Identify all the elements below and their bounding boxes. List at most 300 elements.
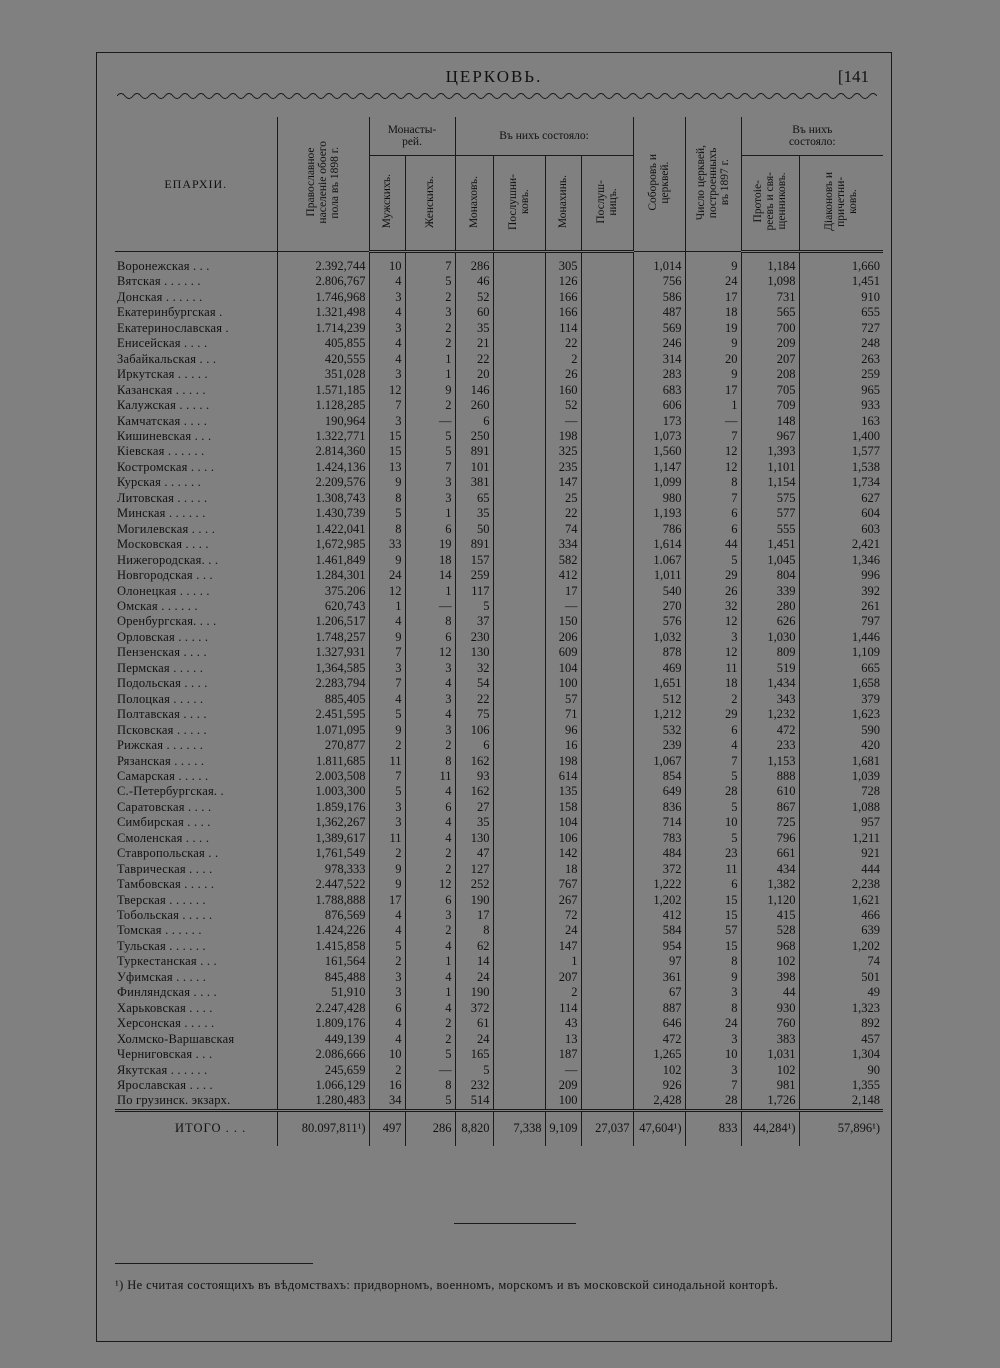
page-number: [141	[837, 67, 869, 86]
cell-eparchy-name: По грузинск. экзарх.	[117, 1093, 231, 1108]
cell-female: 1	[405, 954, 455, 969]
cell-novices-f	[581, 1016, 633, 1031]
cell-priests: 434	[741, 862, 799, 877]
cell-built: 12	[685, 614, 741, 629]
cell-built: 10	[685, 1047, 741, 1062]
cell-churches: 361	[633, 970, 685, 985]
cell-female: 5	[405, 274, 455, 289]
table-row	[115, 862, 883, 877]
cell-monks: 27	[455, 800, 493, 815]
cell-population: 1.322,771	[277, 429, 369, 444]
cell-novices-f	[581, 336, 633, 351]
cell-churches: 1,614	[633, 537, 685, 552]
cell-eparchy-name: Рязанская . . . . .	[117, 753, 205, 768]
cell-female: 7	[405, 252, 455, 275]
cell-novices-f	[581, 877, 633, 892]
cell-churches: 584	[633, 923, 685, 938]
table-row	[115, 614, 883, 629]
cell-population: 2.086,666	[277, 1047, 369, 1062]
cell-novices-m	[493, 985, 545, 1000]
cell-monks: 24	[455, 970, 493, 985]
cell-built: 11	[685, 862, 741, 877]
cell-population: 1.280,483	[277, 1093, 369, 1110]
cell-novices-f	[581, 908, 633, 923]
cell-male: 2	[369, 738, 405, 753]
cell-novices-m	[493, 908, 545, 923]
cell-nuns: 126	[545, 274, 581, 289]
cell-female: 9	[405, 383, 455, 398]
cell-deacons: 892	[799, 1016, 883, 1031]
header-priests: Протоіе- реевъ и свя- щенниковъ.	[741, 156, 799, 252]
cell-monks: 46	[455, 274, 493, 289]
cell-novices-f	[581, 1047, 633, 1062]
cell-nuns: 147	[545, 939, 581, 954]
cell-novices-m	[493, 1093, 545, 1110]
cell-male: 3	[369, 367, 405, 382]
cell-female: 3	[405, 475, 455, 490]
table-row	[115, 522, 883, 537]
cell-monks: 93	[455, 769, 493, 784]
cell-churches: 540	[633, 584, 685, 599]
cell-population: 2.814,360	[277, 444, 369, 459]
cell-female: 6	[405, 630, 455, 645]
cell-male: 5	[369, 784, 405, 799]
cell-novices-m	[493, 831, 545, 846]
cell-churches: 1,147	[633, 460, 685, 475]
cell-priests: 760	[741, 1016, 799, 1031]
cell-built: 12	[685, 460, 741, 475]
cell-male: 9	[369, 630, 405, 645]
cell-churches: 487	[633, 305, 685, 320]
cell-monks: 130	[455, 831, 493, 846]
cell-churches: 1,014	[633, 252, 685, 275]
cell-novices-m	[493, 723, 545, 738]
cell-population: 1.422,041	[277, 522, 369, 537]
cell-built: 28	[685, 1093, 741, 1110]
cell-monks: 22	[455, 352, 493, 367]
cell-deacons: 444	[799, 862, 883, 877]
cell-priests: 1,184	[741, 252, 799, 275]
cell-built: 5	[685, 553, 741, 568]
cell-eparchy-name: Подольская . . . .	[117, 676, 208, 691]
cell-deacons: 1,734	[799, 475, 883, 490]
cell-eparchy-name: Якутская . . . . . .	[117, 1062, 208, 1077]
cell-eparchy-name: Смоленская . . . .	[117, 830, 210, 845]
cell-population: 1.284,301	[277, 568, 369, 583]
cell-nuns: 166	[545, 290, 581, 305]
cell-female: 1	[405, 352, 455, 367]
cell-monks: 8	[455, 923, 493, 938]
cell-nuns: 325	[545, 444, 581, 459]
cell-male: 13	[369, 460, 405, 475]
header-built: Число церквей, построенныхъ въ 1897 г.	[685, 117, 741, 252]
cell-eparchy-name: Омская . . . . . .	[117, 598, 198, 613]
cell-nuns: 235	[545, 460, 581, 475]
cell-monks: 20	[455, 367, 493, 382]
cell-eparchy-name: Вятская . . . . . .	[117, 274, 201, 289]
header-novices-m: Послушни- ковъ.	[493, 156, 545, 252]
cell-female: 3	[405, 305, 455, 320]
cell-male: 2	[369, 1063, 405, 1078]
cell-priests: 233	[741, 738, 799, 753]
cell-monks: 21	[455, 336, 493, 351]
cell-churches: 1,099	[633, 475, 685, 490]
cell-monks: 190	[455, 985, 493, 1000]
cell-novices-m	[493, 1078, 545, 1093]
cell-nuns: 74	[545, 522, 581, 537]
cell-built: 9	[685, 252, 741, 275]
table-header	[115, 117, 883, 252]
cell-female: 5	[405, 1047, 455, 1062]
cell-male: 3	[369, 985, 405, 1000]
cell-monks: 5	[455, 599, 493, 614]
total-deacons: 57,896¹)	[799, 1110, 883, 1146]
cell-churches: 102	[633, 1063, 685, 1078]
cell-monks: 106	[455, 723, 493, 738]
cell-churches: 683	[633, 383, 685, 398]
cell-deacons: 248	[799, 336, 883, 351]
cell-novices-f	[581, 846, 633, 861]
cell-novices-m	[493, 1016, 545, 1031]
cell-built: 3	[685, 1032, 741, 1047]
cell-deacons: 2,421	[799, 537, 883, 552]
cell-built: 4	[685, 738, 741, 753]
cell-churches: 954	[633, 939, 685, 954]
cell-priests: 968	[741, 939, 799, 954]
cell-priests: 1,434	[741, 676, 799, 691]
cell-churches: 649	[633, 784, 685, 799]
cell-churches: 1,202	[633, 893, 685, 908]
cell-novices-m	[493, 352, 545, 367]
cell-nuns: 26	[545, 367, 581, 382]
cell-churches: 980	[633, 491, 685, 506]
cell-novices-m	[493, 429, 545, 444]
cell-built: 15	[685, 908, 741, 923]
cell-priests: 1,031	[741, 1047, 799, 1062]
total-novices-f: 27,037	[581, 1110, 633, 1146]
header-female: Женскихъ.	[405, 156, 455, 252]
cell-male: 6	[369, 1001, 405, 1016]
cell-female: 3	[405, 661, 455, 676]
table-row	[115, 429, 883, 444]
table-row	[115, 908, 883, 923]
cell-built: 2	[685, 692, 741, 707]
cell-nuns: 104	[545, 661, 581, 676]
cell-nuns: 18	[545, 862, 581, 877]
cell-population: 51,910	[277, 985, 369, 1000]
cell-population: 2.392,744	[277, 252, 369, 275]
cell-monks: 32	[455, 661, 493, 676]
cell-nuns: 767	[545, 877, 581, 892]
cell-novices-m	[493, 707, 545, 722]
cell-priests: 575	[741, 491, 799, 506]
cell-novices-m	[493, 614, 545, 629]
cell-priests: 528	[741, 923, 799, 938]
cell-priests: 705	[741, 383, 799, 398]
cell-churches: 1,651	[633, 676, 685, 691]
cell-deacons: 1,446	[799, 630, 883, 645]
cell-population: 2.447,522	[277, 877, 369, 892]
cell-novices-m	[493, 584, 545, 599]
cell-nuns: 135	[545, 784, 581, 799]
cell-churches: 239	[633, 738, 685, 753]
cell-population: 245,659	[277, 1063, 369, 1078]
cell-deacons: 933	[799, 398, 883, 413]
table-row	[115, 414, 883, 429]
cell-novices-m	[493, 954, 545, 969]
cell-nuns: 96	[545, 723, 581, 738]
table-row	[115, 1093, 883, 1110]
cell-nuns: 609	[545, 645, 581, 660]
cell-nuns: 114	[545, 1001, 581, 1016]
cell-priests: 343	[741, 692, 799, 707]
cell-priests: 1,045	[741, 553, 799, 568]
cell-deacons: 655	[799, 305, 883, 320]
cell-novices-f	[581, 506, 633, 521]
cell-priests: 1,451	[741, 537, 799, 552]
cell-novices-f	[581, 769, 633, 784]
cell-male: 5	[369, 707, 405, 722]
cell-novices-f	[581, 676, 633, 691]
cell-nuns: 114	[545, 321, 581, 336]
cell-novices-f	[581, 352, 633, 367]
cell-deacons: 1,211	[799, 831, 883, 846]
cell-novices-f	[581, 630, 633, 645]
cell-population: 1.066,129	[277, 1078, 369, 1093]
cell-churches: 836	[633, 800, 685, 815]
cell-population: 1.788,888	[277, 893, 369, 908]
cell-novices-f	[581, 954, 633, 969]
page-title: ЦЕРКОВЬ.	[445, 67, 543, 86]
cell-monks: 232	[455, 1078, 493, 1093]
cell-male: 8	[369, 522, 405, 537]
cell-population: 405,855	[277, 336, 369, 351]
cell-priests: 208	[741, 367, 799, 382]
table-row	[115, 383, 883, 398]
cell-built: 8	[685, 1001, 741, 1016]
cell-female: 2	[405, 336, 455, 351]
cell-population: 1.206,517	[277, 614, 369, 629]
cell-churches: 512	[633, 692, 685, 707]
cell-built: 15	[685, 939, 741, 954]
cell-eparchy-name: Иркутская . . . . .	[117, 367, 208, 382]
cell-population: 1.746,968	[277, 290, 369, 305]
cell-population: 420,555	[277, 352, 369, 367]
table-row	[115, 1078, 883, 1093]
cell-nuns: 106	[545, 831, 581, 846]
cell-built: 28	[685, 784, 741, 799]
cell-novices-f	[581, 429, 633, 444]
cell-monks: 61	[455, 1016, 493, 1031]
cell-eparchy-name: Самарская . . . . .	[117, 768, 209, 783]
cell-nuns: 614	[545, 769, 581, 784]
cell-built: 29	[685, 707, 741, 722]
cell-novices-f	[581, 414, 633, 429]
cell-female: 3	[405, 491, 455, 506]
cell-built: 20	[685, 352, 741, 367]
cell-nuns: —	[545, 599, 581, 614]
cell-population: 1.811,685	[277, 754, 369, 769]
cell-eparchy-name: Полтавская . . . .	[117, 707, 207, 722]
table-row	[115, 985, 883, 1000]
cell-built: 7	[685, 429, 741, 444]
cell-novices-f	[581, 923, 633, 938]
cell-priests: 1,393	[741, 444, 799, 459]
cell-priests: 1,030	[741, 630, 799, 645]
cell-male: 3	[369, 290, 405, 305]
cell-novices-f	[581, 970, 633, 985]
cell-churches: 606	[633, 398, 685, 413]
cell-novices-f	[581, 1078, 633, 1093]
cell-built: 17	[685, 383, 741, 398]
cell-male: 4	[369, 336, 405, 351]
cell-deacons: 921	[799, 846, 883, 861]
cell-priests: 209	[741, 336, 799, 351]
cell-eparchy-name: Казанская . . . . .	[117, 382, 206, 397]
cell-population: 449,139	[277, 1032, 369, 1047]
cell-population: 1.327,931	[277, 645, 369, 660]
table-row	[115, 970, 883, 985]
cell-built: 15	[685, 893, 741, 908]
cell-priests: 1,101	[741, 460, 799, 475]
page-heading	[97, 67, 891, 91]
cell-female: 1	[405, 985, 455, 1000]
cell-eparchy-name: Нижегородская. . .	[117, 552, 219, 567]
cell-built: 12	[685, 444, 741, 459]
cell-nuns: 147	[545, 475, 581, 490]
header-consisted: Въ нихъ состояло:	[455, 117, 633, 156]
cell-novices-m	[493, 754, 545, 769]
cell-female: 2	[405, 290, 455, 305]
cell-eparchy-name: Минская . . . . . .	[117, 506, 206, 521]
cell-population: 620,743	[277, 599, 369, 614]
cell-novices-m	[493, 305, 545, 320]
cell-female: 4	[405, 1001, 455, 1016]
cell-nuns: 17	[545, 584, 581, 599]
cell-nuns: 16	[545, 738, 581, 753]
cell-nuns: 198	[545, 754, 581, 769]
cell-novices-m	[493, 336, 545, 351]
cell-nuns: 334	[545, 537, 581, 552]
cell-built: 6	[685, 522, 741, 537]
cell-female: 5	[405, 1093, 455, 1110]
cell-churches: 1,560	[633, 444, 685, 459]
decorative-wavy-rule	[117, 91, 877, 101]
cell-monks: 117	[455, 584, 493, 599]
table-row	[115, 692, 883, 707]
cell-male: 5	[369, 506, 405, 521]
cell-priests: 867	[741, 800, 799, 815]
cell-novices-m	[493, 769, 545, 784]
cell-churches: 484	[633, 846, 685, 861]
table-row	[115, 954, 883, 969]
cell-eparchy-name: Литовская . . . . .	[117, 490, 208, 505]
cell-deacons: 1,400	[799, 429, 883, 444]
header-eparchy: ЕПАРХІИ.	[115, 117, 277, 252]
cell-deacons: 1,109	[799, 645, 883, 660]
cell-novices-m	[493, 1063, 545, 1078]
cell-nuns: 25	[545, 491, 581, 506]
cell-male: 15	[369, 444, 405, 459]
cell-deacons: 2,238	[799, 877, 883, 892]
separator-rule	[454, 1223, 576, 1224]
cell-built: 7	[685, 1078, 741, 1093]
cell-nuns: 22	[545, 506, 581, 521]
cell-built: 8	[685, 954, 741, 969]
cell-male: 11	[369, 831, 405, 846]
cell-churches: 67	[633, 985, 685, 1000]
cell-novices-f	[581, 252, 633, 275]
statistics-table	[115, 117, 883, 1146]
cell-population: 1.424,136	[277, 460, 369, 475]
cell-population: 1,761,549	[277, 846, 369, 861]
footnote: ¹) Не считая состоящихъ въ вѣдомствахъ: придворномъ, военномъ, морскомъ и въ московской синодальной конторѣ.	[115, 1278, 779, 1292]
cell-deacons: 604	[799, 506, 883, 521]
cell-eparchy-name: Калужская . . . . .	[117, 398, 210, 413]
cell-priests: 415	[741, 908, 799, 923]
table-footer	[115, 1110, 883, 1146]
cell-eparchy-name: Туркестанская . . .	[117, 954, 217, 969]
cell-monks: 260	[455, 398, 493, 413]
cell-built: 23	[685, 846, 741, 861]
cell-novices-m	[493, 661, 545, 676]
cell-churches: 926	[633, 1078, 685, 1093]
cell-monks: 230	[455, 630, 493, 645]
cell-novices-f	[581, 321, 633, 336]
cell-deacons: 1,621	[799, 893, 883, 908]
cell-deacons: 263	[799, 352, 883, 367]
cell-population: 1.321,498	[277, 305, 369, 320]
cell-deacons: 420	[799, 738, 883, 753]
cell-built: 10	[685, 815, 741, 830]
cell-novices-f	[581, 398, 633, 413]
cell-deacons: 910	[799, 290, 883, 305]
cell-population: 845,488	[277, 970, 369, 985]
cell-novices-m	[493, 1047, 545, 1062]
cell-eparchy-name: Енисейская . . . .	[117, 336, 208, 351]
cell-churches: 1,011	[633, 568, 685, 583]
cell-novices-m	[493, 568, 545, 583]
cell-male: 10	[369, 252, 405, 275]
header-deacons: Діаконовъ и причетни- ковъ.	[799, 156, 883, 252]
cell-built: 6	[685, 877, 741, 892]
cell-novices-m	[493, 877, 545, 892]
total-male: 497	[369, 1110, 405, 1146]
cell-male: 15	[369, 429, 405, 444]
cell-female: 4	[405, 676, 455, 691]
cell-male: 12	[369, 383, 405, 398]
cell-novices-m	[493, 815, 545, 830]
header-novices-f: Послуш- ницъ.	[581, 156, 633, 252]
cell-eparchy-name: С.-Петербургская. .	[117, 784, 224, 799]
cell-female: 1	[405, 506, 455, 521]
cell-novices-f	[581, 460, 633, 475]
cell-nuns: 198	[545, 429, 581, 444]
cell-eparchy-name: Оренбургская. . . .	[117, 614, 217, 629]
cell-population: 1.415,858	[277, 939, 369, 954]
cell-novices-f	[581, 738, 633, 753]
cell-female: 2	[405, 862, 455, 877]
table-row	[115, 537, 883, 552]
cell-female: 2	[405, 738, 455, 753]
cell-priests: 472	[741, 723, 799, 738]
cell-nuns: —	[545, 414, 581, 429]
table-row	[115, 1016, 883, 1031]
cell-deacons: 1,202	[799, 939, 883, 954]
cell-male: 7	[369, 676, 405, 691]
cell-population: 1,362,267	[277, 815, 369, 830]
cell-female: 3	[405, 723, 455, 738]
